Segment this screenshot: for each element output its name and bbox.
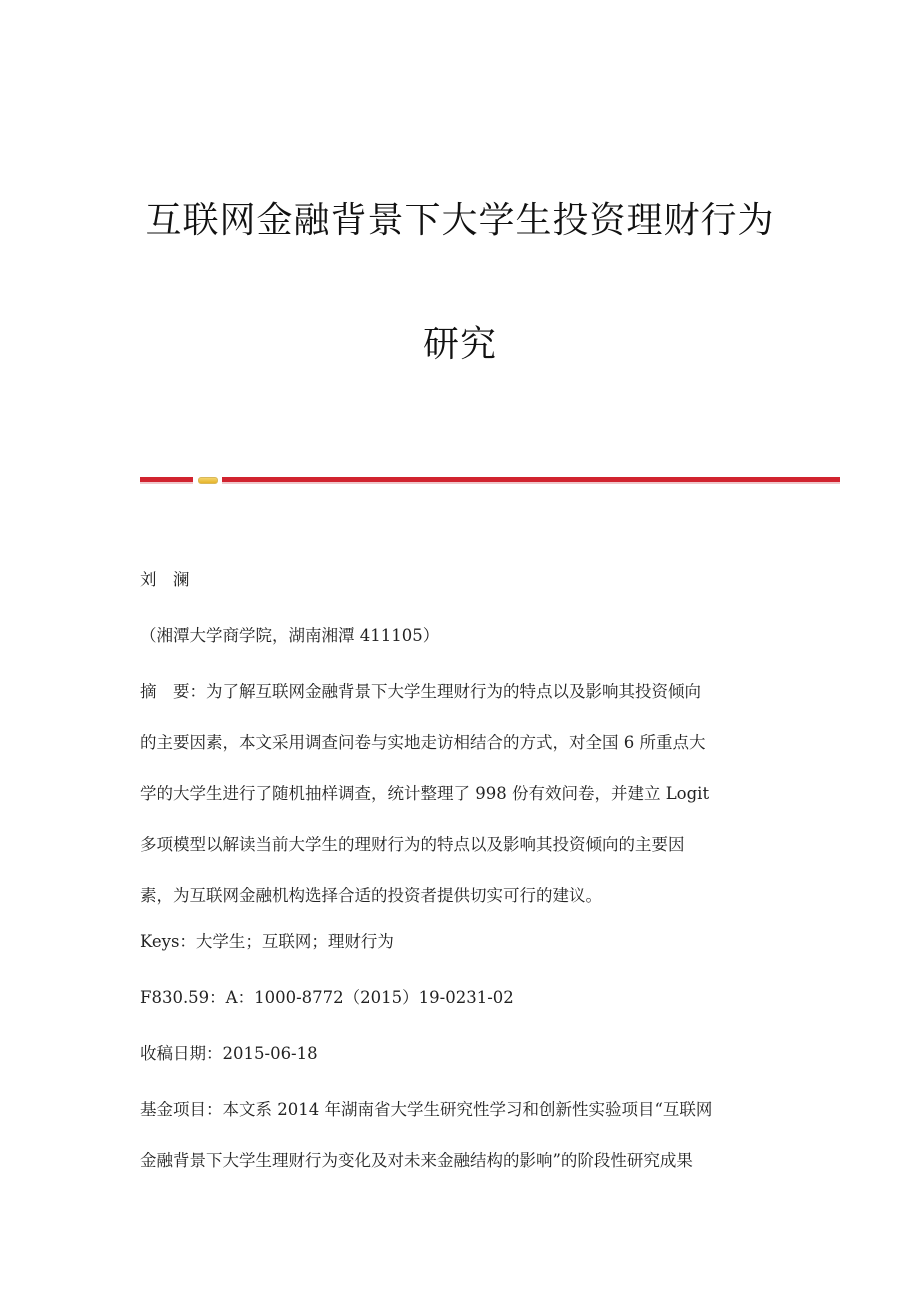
fund-project [140, 1084, 780, 1186]
classification-code: F830.59：A：1000-8772（2015）19-0231-02 [140, 988, 514, 1007]
author-name: 刘 澜 [140, 570, 190, 589]
author-affiliation: （湘潭大学商学院，湖南湘潭 411105） [140, 626, 440, 645]
abstract-line: 摘 要：为了解互联网金融背景下大学生理财行为的特点以及影响其投资倾向 [140, 682, 701, 701]
document-title-line-1: 互联网金融背景下大学生投资理财行为 [145, 200, 775, 241]
abstract-line: 素，为互联网金融机构选择合适的投资者提供切实可行的建议。 [140, 886, 602, 905]
abstract-line: 多项模型以解读当前大学生的理财行为的特点以及影响其投资倾向的主要因 [140, 835, 685, 854]
title-divider [140, 477, 840, 483]
fund-line: 金融背景下大学生理财行为变化及对未来金融结构的影响”的阶段性研究成果 [140, 1151, 693, 1170]
abstract-line: 的主要因素，本文采用调查问卷与实地走访相结合的方式，对全国 6 所重点大 [140, 733, 706, 752]
abstract-line: 学的大学生进行了随机抽样调查，统计整理了 998 份有效问卷，并建立 Logit [140, 784, 710, 803]
abstract [140, 666, 780, 921]
keywords: Keys：大学生；互联网；理财行为 [140, 932, 394, 951]
divider-bar-right [222, 477, 840, 482]
received-date: 收稿日期：2015-06-18 [140, 1044, 318, 1063]
divider-ornament-icon [198, 477, 218, 484]
document-title-line-2: 研究 [422, 324, 497, 365]
divider-bar-left [140, 477, 193, 482]
fund-line: 基金项目：本文系 2014 年湖南省大学生研究性学习和创新性实验项目“互联网 [140, 1100, 713, 1119]
